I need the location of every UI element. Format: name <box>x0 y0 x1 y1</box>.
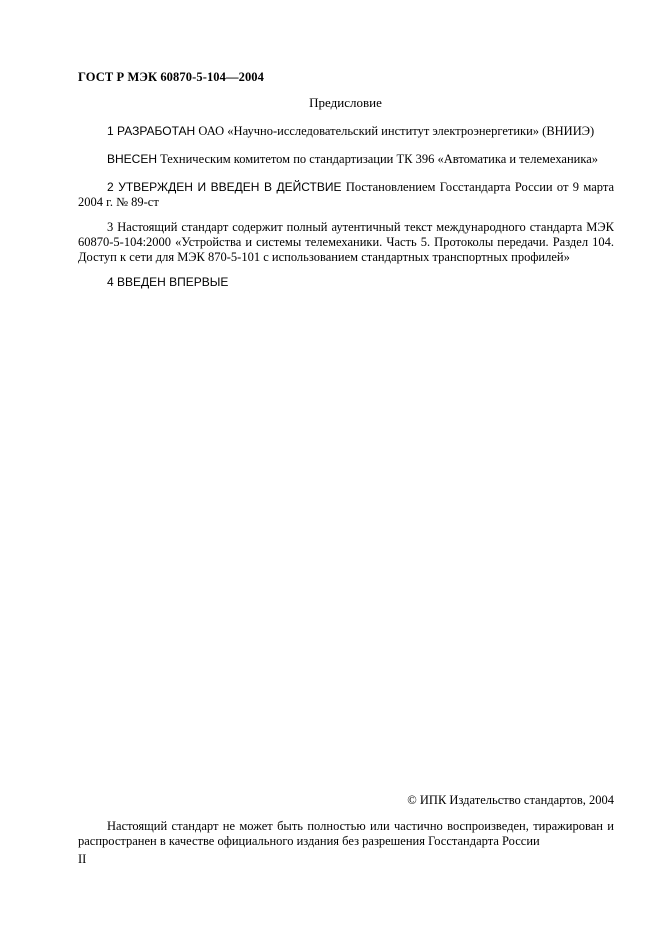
preface-item-submitted-text: Техническим комитетом по стандартизации ТК 396 «Автоматика и телемеханика» <box>157 152 599 166</box>
preface-item-2-text: Постановлением Госстандарта России от 9 марта 2004 г. № 89-ст <box>78 180 614 209</box>
preface-item-4 <box>78 275 614 290</box>
preface-title: Предисловие <box>309 95 382 110</box>
preface-item-4-lead: 4 ВВЕДЕН ВПЕРВЫЕ <box>107 275 229 289</box>
preface-item-2-lead: 2 УТВЕРЖДЕН И ВВЕДЕН В ДЕЙСТВИЕ <box>107 180 342 194</box>
preface-item-3-text: 3 Настоящий стандарт содержит полный аутентичный текст международного стандарта МЭК 60870-5-104:2000 «Устройства и системы телемеханики. Часть 5. Протоколы передачи. Раздел 104. Доступ к сети для МЭК 870-5-101 с использованием стандартных транспортных профилей» <box>78 220 614 264</box>
preface-item-1 <box>78 124 614 139</box>
copyright-line: © ИПК Издательство стандартов, 2004 <box>407 793 614 807</box>
preface-item-1-text: ОАО «Научно-исследовательский институт электроэнергетики» (ВНИИЭ) <box>195 124 595 138</box>
preface-item-submitted-lead: ВНЕСЕН <box>107 152 158 166</box>
preface-item-submitted <box>78 152 614 167</box>
document-code: ГОСТ Р МЭК 60870-5-104—2004 <box>78 70 265 84</box>
preface-item-1-lead: 1 РАЗРАБОТАН <box>107 124 196 138</box>
reproduction-notice: Настоящий стандарт не может быть полностью или частично воспроизведен, тиражирован и распространен в качестве официального издания без разрешения Госстандарта России <box>78 819 614 848</box>
preface-item-3 <box>78 220 614 265</box>
page-number: II <box>78 852 87 866</box>
preface-item-2 <box>78 180 614 210</box>
